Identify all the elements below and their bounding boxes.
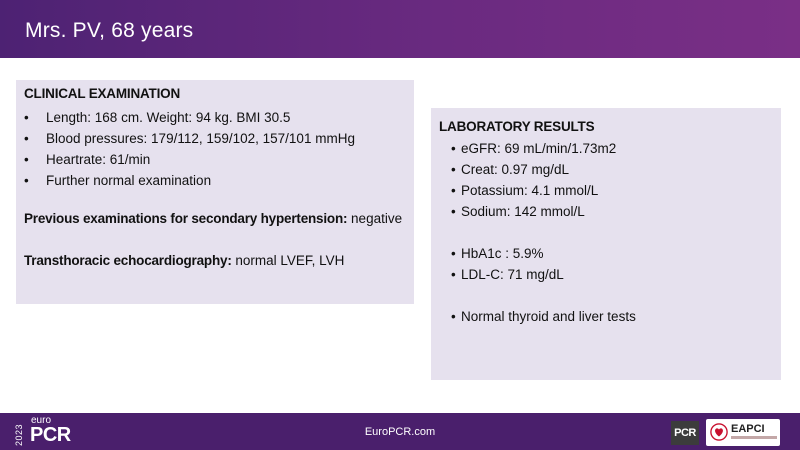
list-item-text: Length: 168 cm. Weight: 94 kg. BMI 30.5 [46, 110, 291, 125]
list-item-text: eGFR: 69 mL/min/1.73m2 [461, 141, 617, 156]
logo-year: 2023 [14, 423, 24, 446]
list-item [451, 243, 636, 264]
list-item [451, 306, 636, 327]
list-item-text: LDL-C: 71 mg/dL [461, 267, 564, 282]
echo-value: normal LVEF, LVH [231, 253, 345, 268]
heart-icon [710, 423, 728, 441]
logo-euro: euro [31, 415, 52, 426]
list-item [451, 138, 636, 159]
list-item [24, 128, 355, 149]
list-item-text: Blood pressures: 179/112, 159/102, 157/101 mmHg [46, 131, 355, 146]
list-item-text: Creat: 0.97 mg/dL [461, 162, 570, 177]
list-item-text: Further normal examination [46, 173, 212, 188]
list-item-text: HbA1c : 5.9% [461, 246, 544, 261]
previous-examinations [24, 211, 402, 226]
eapci-subtitle-bar [731, 436, 777, 439]
list-item [24, 107, 355, 128]
list-item-text: Heartrate: 61/min [46, 152, 151, 167]
list-item [451, 201, 636, 222]
bullet-icon: • [24, 173, 29, 188]
labs-panel [431, 108, 781, 380]
eapci-label: EAPCI [731, 423, 765, 435]
bullet-icon: • [451, 309, 456, 324]
bullet-icon: • [451, 267, 456, 282]
bullet-icon: • [24, 110, 29, 125]
clinical-title: CLINICAL EXAMINATION [24, 86, 180, 101]
bullet-icon: • [451, 141, 456, 156]
labs-title: LABORATORY RESULTS [439, 119, 595, 134]
bullet-icon: • [451, 183, 456, 198]
labs-list [451, 138, 636, 327]
bullet-icon: • [451, 204, 456, 219]
list-item [24, 149, 355, 170]
list-item [24, 170, 355, 191]
europcr-logo: PCR [30, 424, 71, 446]
list-item [451, 159, 636, 180]
clinical-panel [16, 80, 414, 304]
footer-url[interactable]: EuroPCR.com [364, 426, 436, 438]
clinical-list [24, 107, 355, 191]
list-item [451, 264, 636, 285]
previous-value: negative [347, 211, 403, 226]
echo-label: Transthoracic echocardiography: [24, 253, 232, 268]
bullet-icon: • [451, 246, 456, 261]
list-item-text: Sodium: 142 mmol/L [461, 204, 585, 219]
echocardiography [24, 253, 344, 268]
bullet-icon: • [451, 162, 456, 177]
bullet-icon: • [24, 152, 29, 167]
eapci-badge [706, 419, 780, 446]
list-spacer [451, 285, 636, 306]
list-spacer [451, 222, 636, 243]
previous-label: Previous examinations for secondary hypertension: [24, 211, 348, 226]
bullet-icon: • [24, 131, 29, 146]
list-item-text: Potassium: 4.1 mmol/L [461, 183, 599, 198]
list-item-text: Normal thyroid and liver tests [461, 309, 636, 324]
list-item [451, 180, 636, 201]
slide-title: Mrs. PV, 68 years [25, 19, 194, 42]
pcr-badge: PCR [671, 421, 699, 445]
